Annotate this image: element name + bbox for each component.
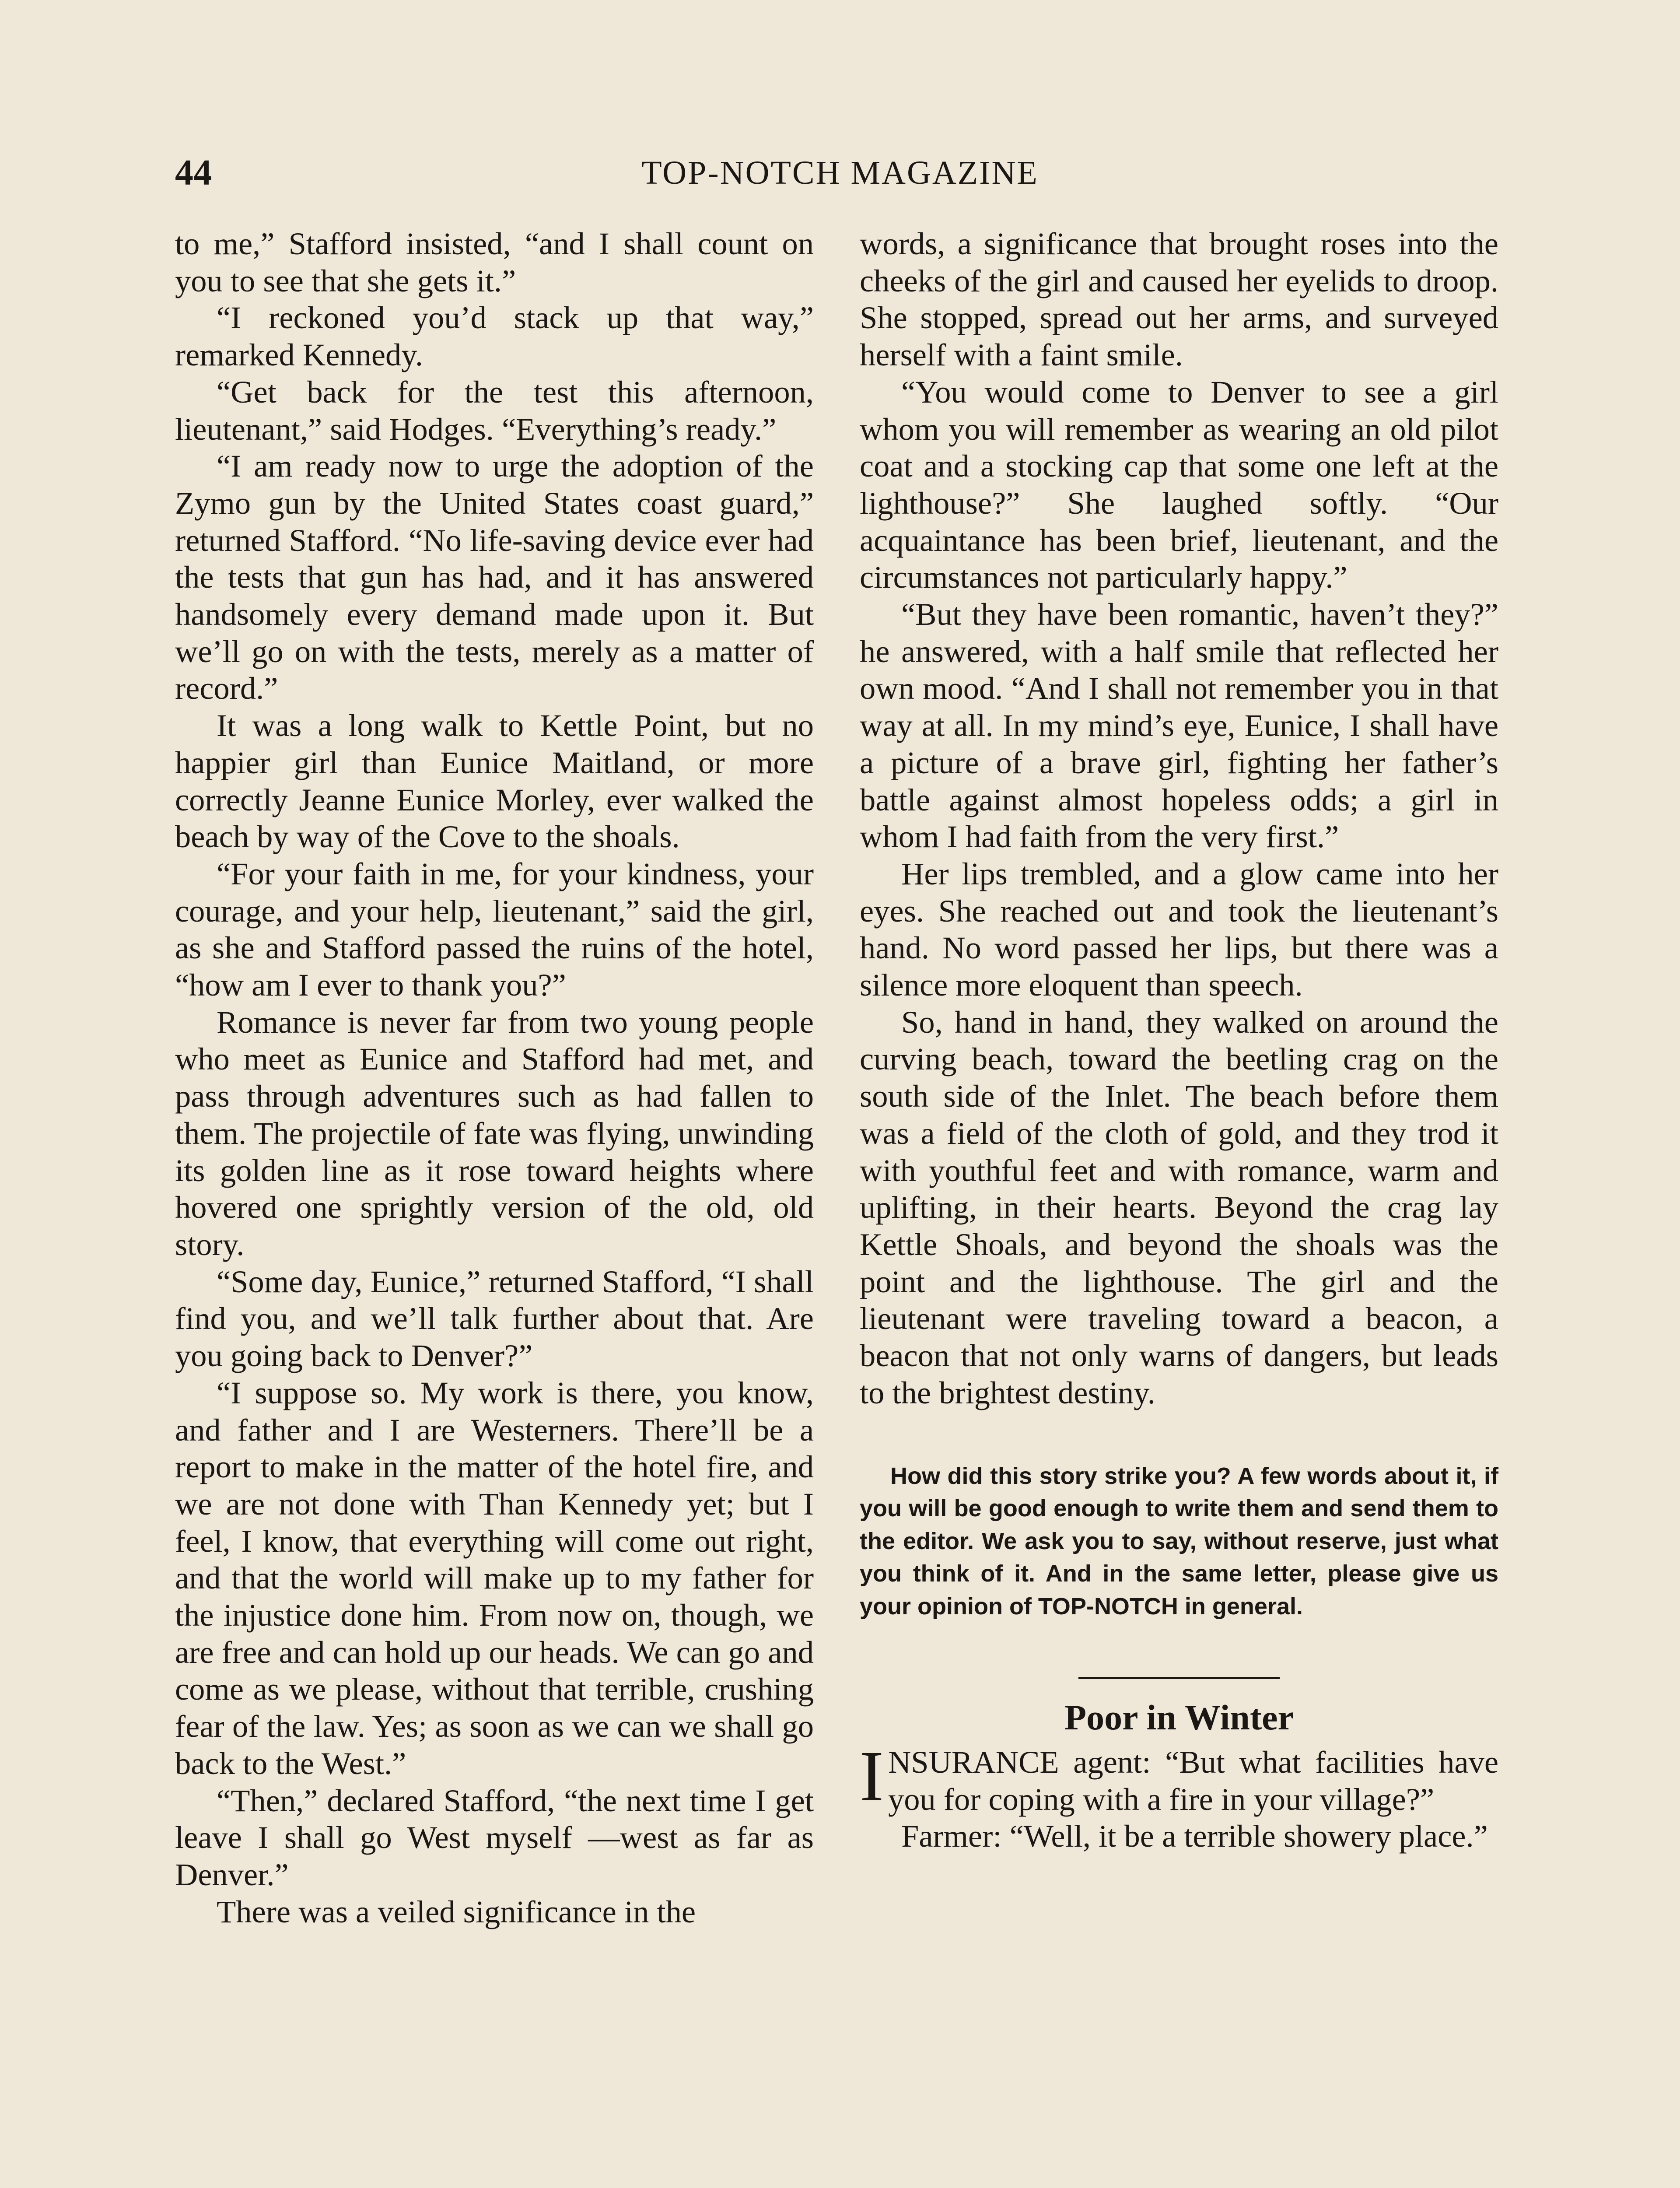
magazine-title: TOP-NOTCH MAGAZINE	[641, 154, 1039, 191]
paragraph: “For your faith in me, for your kindness, your courage, and your help, lieutenant,” said the girl, as she and Stafford passed the ruins of the hotel, “how am I ever to thank you?”	[175, 856, 814, 1003]
right-column	[860, 225, 1498, 1855]
paragraph: “Get back for the test this afternoon, lieutenant,” said Hodges. “Everything’s ready.”	[175, 374, 814, 447]
editor-prompt: How did this story strike you? A few words about it, if you will be good enough to write them and send them to the editor. We ask you to say, without reserve, just what you think of it. And in the same letter, please give us your opinion of TOP-NOTCH in general.	[860, 1462, 1498, 1620]
filler-paragraph: Farmer: “Well, it be a terrible showery place.”	[901, 1818, 1488, 1854]
filler-title: Poor in Winter	[1064, 1697, 1294, 1737]
page-header	[0, 149, 1680, 197]
paragraph: “I reckoned you’d stack up that way,” remarked Kennedy.	[175, 300, 814, 373]
paragraph: Her lips trembled, and a glow came into her eyes. She reached out and took the lieutenant’s hand. No word passed her lips, but there was a silence more eloquent than speech.	[860, 856, 1498, 1003]
paragraph: It was a long walk to Kettle Point, but no happier girl than Eunice Maitland, or more correctly Jeanne Eunice Morley, ever walked the beach by way of the Cove to the shoals.	[175, 708, 814, 855]
paragraph: Romance is never far from two young people who meet as Eunice and Stafford had met, and pass through adventures such as had fallen to them. The projectile of fate was flying, unwinding its golden line as it rose toward heights where hovered one sprightly version of the old, old story.	[175, 1004, 814, 1262]
left-column	[175, 225, 814, 1930]
section-divider	[1078, 1677, 1280, 1679]
paragraph: There was a veiled significance in the	[217, 1893, 696, 1929]
paragraph: to me,” Stafford insisted, “and I shall count on you to see that she gets it.”	[175, 226, 814, 298]
filler-first-text: NSURANCE agent: “But what facilities have you for coping with a fire in your village?”	[888, 1744, 1498, 1817]
paragraph: “I suppose so. My work is there, you know, and father and I are Westerners. There’ll be a report to make in the matter of the hotel fire, and we are not done with Than Kennedy yet; but I feel, I know, that everything will come out right, and that the world will make up to my father for the injustice done him. From now on, though, we are free and can hold up our heads. We can go and come as we please, without that terrible, crushing fear of the law. Yes; as soon as we can we shall go back to the West.”	[175, 1375, 814, 1781]
paragraph: “Some day, Eunice,” returned Stafford, “I shall find you, and we’ll talk further about that. Are you going back to Denver?”	[175, 1263, 814, 1374]
paragraph: words, a significance that brought roses into the cheeks of the girl and caused her eyelids to droop. She stopped, spread out her arms, and surveyed herself with a faint smile.	[860, 226, 1498, 373]
paragraph: “Then,” declared Stafford, “the next time I get leave I shall go West myself —west as far as Denver.”	[175, 1782, 814, 1892]
paragraph: “I am ready now to urge the adoption of the Zymo gun by the United States coast guard,” returned Stafford. “No life-saving device ever had the tests that gun has had, and it has answered handsomely every demand made upon it. But we’ll go on with the tests, merely as a matter of record.”	[175, 448, 814, 706]
paragraph: “You would come to Denver to see a girl whom you will remember as wearing an old pilot coat and a stocking cap that some one left at the lighthouse?” She laughed softly. “Our acquaintance has been brief, lieutenant, and the circumstances not particularly happy.”	[860, 374, 1498, 595]
drop-cap: I	[860, 1736, 884, 1816]
page-number: 44	[175, 152, 212, 193]
filler-paragraph	[860, 1736, 1498, 1818]
paragraph: So, hand in hand, they walked on around the curving beach, toward the beetling crag on the south side of the Inlet. The beach before them was a field of the cloth of gold, and they trod it with youthful feet and with romance, warm and uplifting, in their hearts. Beyond the crag lay Kettle Shoals, and beyond the shoals was the point and the lighthouse. The girl and the lieutenant were traveling toward a beacon, a beacon that not only warns of dangers, but leads to the brightest destiny.	[860, 1004, 1498, 1410]
paragraph: “But they have been romantic, haven’t they?” he answered, with a half smile that reflected her own mood. “And I shall not remember you in that way at all. In my mind’s eye, Eunice, I shall have a picture of a brave girl, fighting her father’s battle against almost hopeless odds; a girl in whom I had faith from the very first.”	[860, 596, 1498, 855]
